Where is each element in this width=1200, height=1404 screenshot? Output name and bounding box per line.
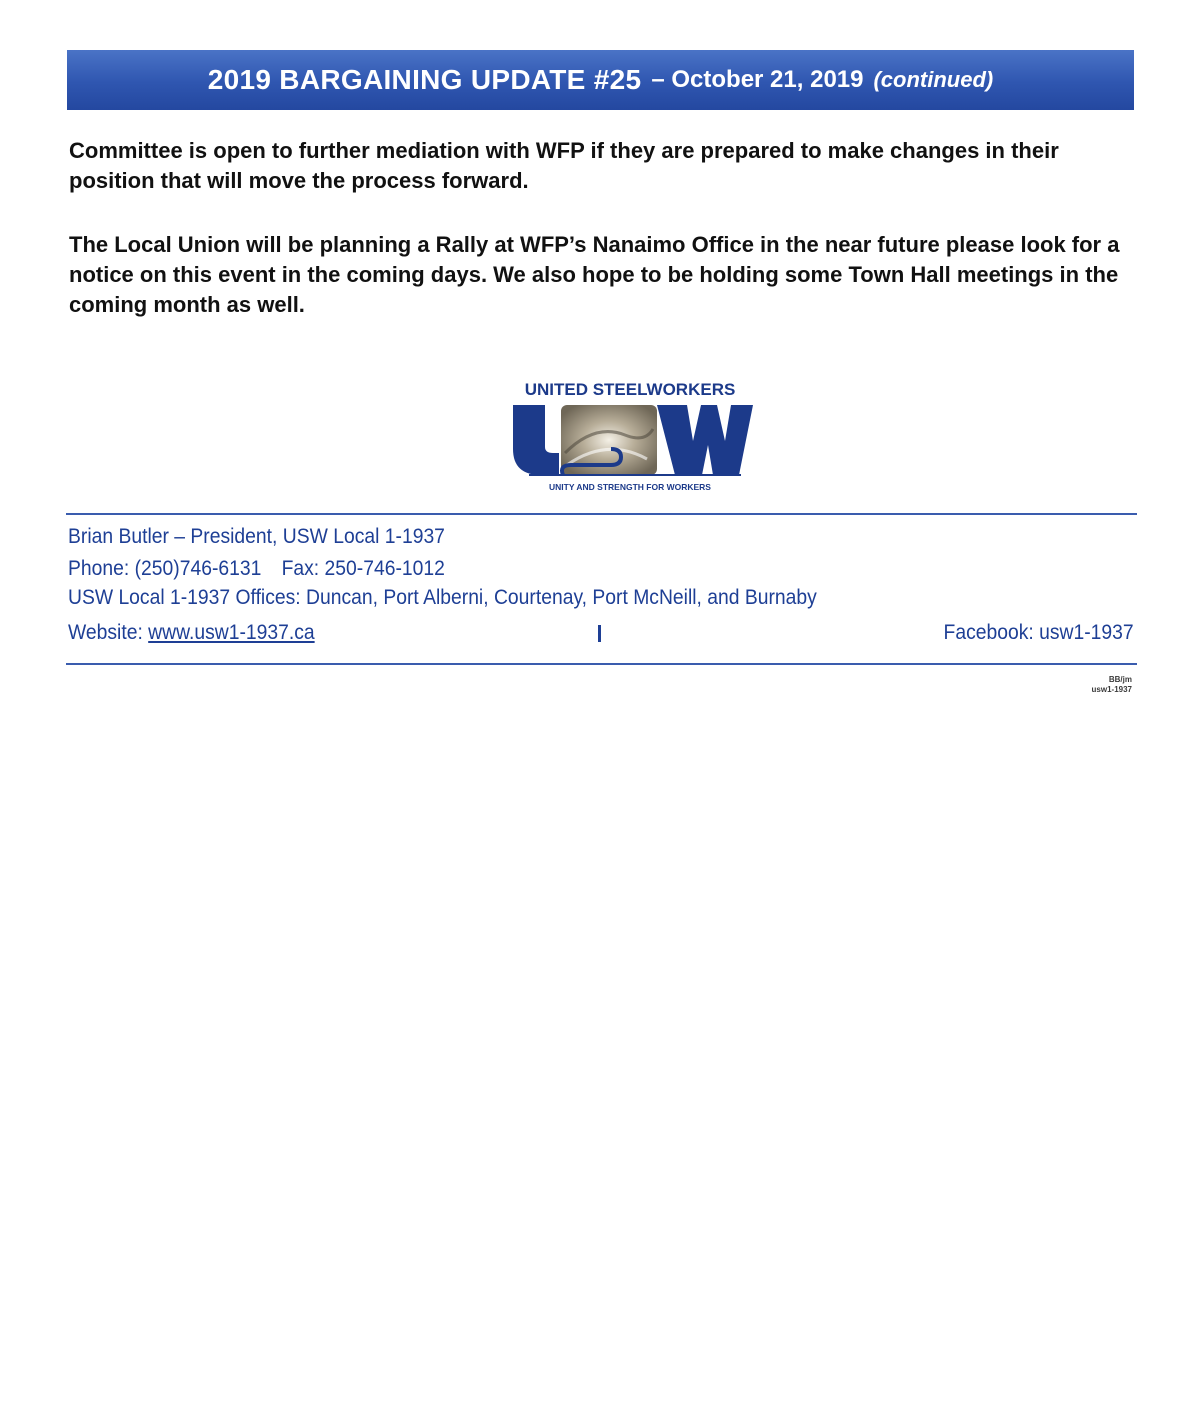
header-banner [67,50,1134,110]
usw-logo [505,375,755,495]
phone-fax-line [68,557,445,581]
body-paragraph-1: Committee is open to further mediation with WFP if they are prepared to make changes in their position that will move the process forward. [69,138,1059,193]
website-label: Website: [68,621,149,644]
banner-continued: (continued) [873,67,994,92]
banner-title: 2019 BARGAINING UPDATE #25 [207,64,642,95]
footer-separator [598,625,601,642]
banner-date: – October 21, 2019 [651,66,864,93]
offices-line: USW Local 1-1937 Offices: Duncan, Port Alberni, Courtenay, Port McNeill, and Burnaby [68,586,817,609]
ref-local-line: usw1-1937 [1091,685,1132,694]
reference-initials [1092,675,1132,695]
logo-top-text: UNITED STEELWORKERS [524,380,736,399]
body-paragraph-2: The Local Union will be planning a Rally at WFP’s Nanaimo Office in the near future please look for a notice on this event in the coming days. We also hope to be holding some Town Hall meetings in the coming month as well. [69,232,1120,317]
president-line: Brian Butler – President, USW Local 1-1937 [68,525,445,548]
facebook-handle: Facebook: usw1-1937 [943,621,1134,644]
website-line [68,621,315,645]
logo-tagline: UNITY AND STRENGTH FOR WORKERS [549,482,711,492]
phone-number: Phone: (250)746-6131 [68,557,262,580]
website-link[interactable]: www.usw1-1937.ca [148,621,315,644]
ref-initials-line: BB/jm [1108,675,1132,684]
fax-number: Fax: 250-746-1012 [281,557,445,580]
footer-divider-top [66,513,1137,515]
footer-divider-bottom [66,663,1137,665]
